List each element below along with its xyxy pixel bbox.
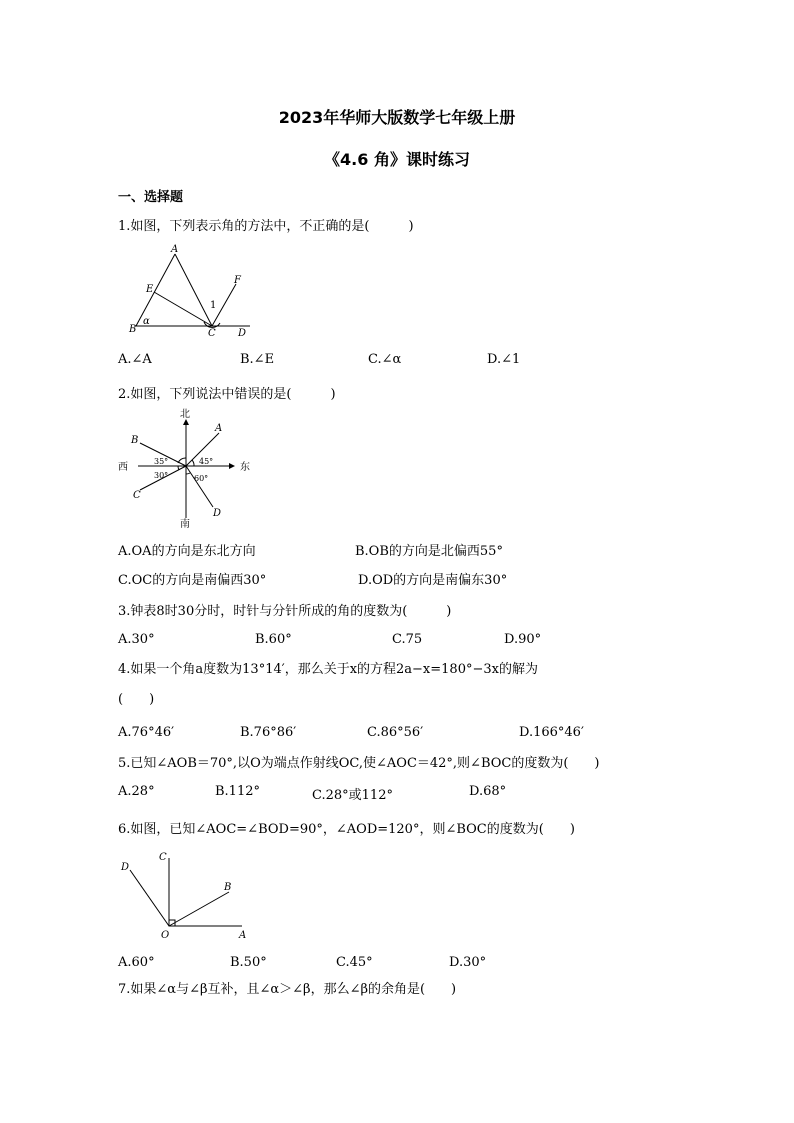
- q1-option-b: B.∠E: [240, 352, 275, 367]
- label-b: B: [224, 882, 232, 893]
- arc-30: [178, 466, 179, 470]
- label-south: 南: [180, 519, 190, 528]
- label-west: 西: [118, 462, 128, 473]
- q6-option-d: D.30°: [449, 955, 487, 970]
- q2-option-a: A.OA的方向是东北方向: [118, 544, 256, 559]
- q5-option-d: D.68°: [469, 784, 507, 799]
- line-ba: [136, 254, 175, 326]
- q3-option-d: D.90°: [504, 632, 542, 647]
- q2-option-d: D.OD的方向是南偏东30°: [358, 573, 508, 588]
- label-a: A: [239, 930, 247, 941]
- ray-ob: [169, 892, 229, 926]
- label-c: C: [159, 852, 167, 863]
- angle-35-label: 35°: [154, 457, 169, 466]
- section-heading: 一、选择题: [118, 190, 184, 205]
- question-3-stem: 3.钟表8时30分时，时针与分针所成的角的度数为( ): [118, 604, 452, 619]
- ray-od: [130, 870, 169, 926]
- q4-option-d: D.166°46′: [519, 725, 584, 740]
- angle-30-label: 30°: [154, 471, 169, 480]
- label-east: 东: [240, 462, 250, 473]
- label-alpha: α: [143, 316, 150, 327]
- q2-option-c: C.OC的方向是南偏西30°: [118, 573, 267, 588]
- q3-option-c: C.75: [392, 632, 423, 647]
- arc-45: [192, 460, 194, 466]
- q6-option-a: A.60°: [118, 955, 155, 970]
- angle-45-label: 45°: [199, 457, 214, 466]
- q1-option-c: C.∠α: [368, 352, 402, 367]
- q6-option-c: C.45°: [336, 955, 373, 970]
- q5-option-a: A.28°: [118, 784, 155, 799]
- q5-option-c: C.28°或112°: [312, 788, 393, 803]
- q4-option-a: A.76°46′: [118, 725, 175, 740]
- label-b: B: [129, 324, 137, 335]
- q1-option-a: A.∠A: [118, 352, 152, 367]
- q6-option-b: B.50°: [230, 955, 267, 970]
- ray-od: [186, 466, 213, 507]
- label-1: 1: [210, 300, 217, 311]
- question-4-stem: 4.如果一个角a度数为13°14′，那么关于x的方程2a−x=180°−3x的解为: [118, 662, 538, 677]
- question-2-figure: [116, 406, 256, 528]
- q4-option-c: C.86°56′: [367, 725, 424, 740]
- question-6-stem: 6.如图，已知∠AOC=∠BOD=90°，∠AOD=120°，则∠BOC的度数为( ): [118, 822, 575, 837]
- label-f: F: [234, 275, 241, 286]
- question-4-stem-line2: ( ): [118, 692, 155, 707]
- label-b: B: [131, 435, 139, 446]
- q3-option-b: B.60°: [255, 632, 292, 647]
- label-d: D: [238, 328, 247, 338]
- q4-option-b: B.76°86′: [240, 725, 297, 740]
- label-e: E: [146, 284, 154, 295]
- question-7-stem: 7.如果∠α与∠β互补，且∠α＞∠β，那么∠β的余角是( ): [118, 982, 457, 997]
- question-1-figure: [128, 244, 254, 338]
- arc-60: [186, 473, 190, 474]
- label-o: O: [161, 930, 170, 941]
- label-a: A: [215, 423, 223, 434]
- page-title: 2023年华师大版数学七年级上册: [278, 108, 516, 127]
- label-c: C: [133, 490, 141, 501]
- angle-60-label: 60°: [194, 474, 209, 483]
- q1-option-d: D.∠1: [487, 352, 521, 367]
- q2-option-b: B.OB的方向是北偏西55°: [355, 544, 503, 559]
- question-1-stem: 1.如图，下列表示角的方法中，不正确的是( ): [118, 219, 414, 234]
- page-subtitle: 《4.6 角》课时练习: [324, 150, 470, 169]
- label-d: D: [121, 862, 130, 873]
- q5-option-b: B.112°: [215, 784, 260, 799]
- label-c: C: [208, 328, 216, 338]
- question-2-stem: 2.如图，下列说法中错误的是( ): [118, 387, 336, 402]
- question-5-stem: 5.已知∠AOB＝70°,以O为端点作射线OC,使∠AOC＝42°,则∠BOC的度数为( ): [118, 756, 600, 771]
- q3-option-a: A.30°: [118, 632, 155, 647]
- label-north: 北: [180, 409, 190, 420]
- label-a: A: [171, 244, 179, 255]
- label-d: D: [213, 508, 222, 519]
- question-6-figure: [118, 848, 258, 942]
